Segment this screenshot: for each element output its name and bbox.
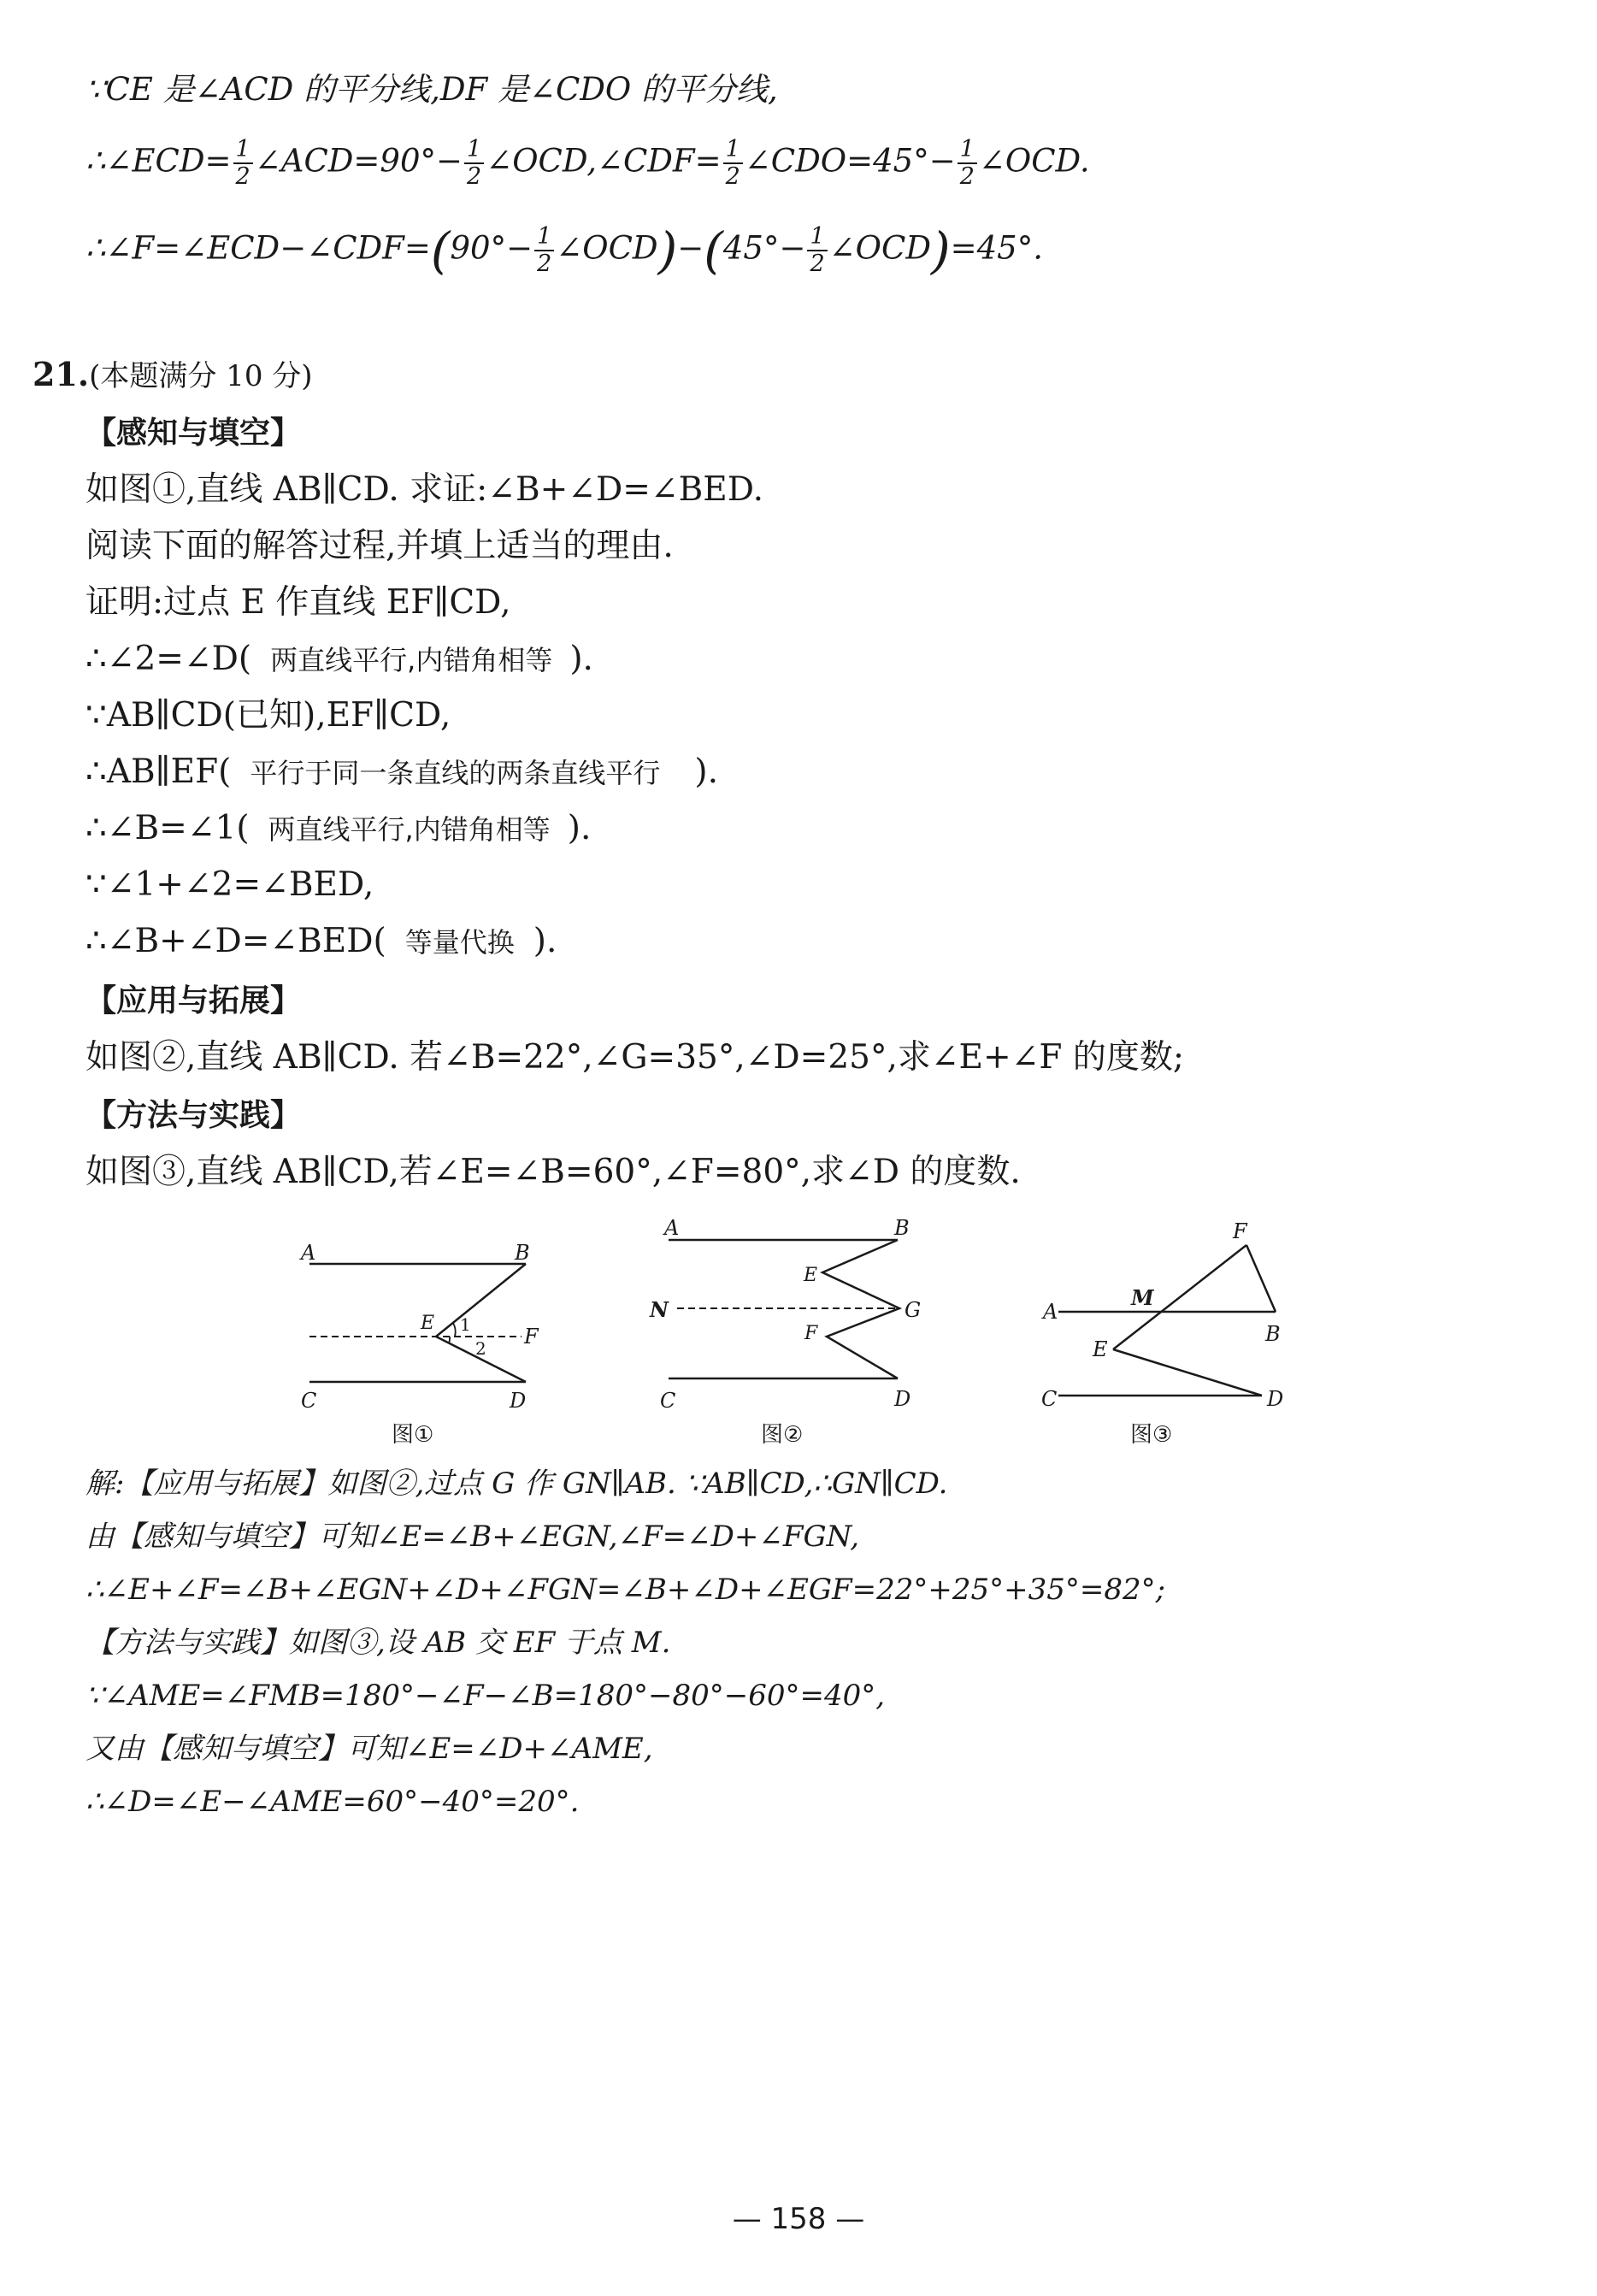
solution-line-6: 又由【感知与填空】可知∠E=∠D+∠AME, [85,1732,653,1766]
s1-line-2: 阅读下面的解答过程,并填上适当的理由. [85,527,674,565]
fraction-half: $\frac{1}{2}$ [723,137,743,190]
label-angle-2: 2 [475,1338,486,1359]
prev-l2-c: ∠OCD,∠CDF= [486,142,722,180]
prev-line-1: ∵CE 是∠ACD 的平分线,DF 是∠CDO 的平分线, [85,71,778,108]
label-e: E [1093,1337,1108,1361]
solution-line-1: 解:【应用与拓展】如图②,过点 G 作 GN∥AB. ∵AB∥CD,∴GN∥CD. [85,1467,948,1501]
prev-l3-b: 90°− [450,229,533,267]
s1-line-3: 证明:过点 E 作直线 EF∥CD, [85,583,511,622]
prev-l2-b: ∠ACD=90°− [254,142,463,180]
s1-l9-a: ∴∠B+∠D=∠BED( [85,922,386,960]
s1-l7-a: ∴∠B=∠1( [85,809,250,847]
s1-line-8: ∵∠1+∠2=∠BED, [85,865,374,904]
prev-line-2 [85,137,1090,190]
question-number: 21. [32,355,90,393]
fill-answer-1: 两直线平行,内错角相等 [270,644,553,676]
segment-ed [1113,1349,1262,1396]
fraction-half: $\frac{1}{2}$ [807,224,827,277]
fill-answer-3: 两直线平行,内错角相等 [268,813,551,846]
fill-answer-4: 等量代换 [404,926,515,959]
s1-l4-b: ). [569,640,593,678]
label-c: C [660,1389,676,1413]
s1-line-5: ∵AB∥CD(已知),EF∥CD, [85,696,451,735]
label-d: D [894,1387,911,1411]
fraction-half: $\frac{1}{2}$ [958,137,977,190]
prev-l3-d: − [677,229,704,267]
figure-3 [1041,1219,1283,1448]
s3-line-1: 如图③,直线 AB∥CD,若∠E=∠B=60°,∠F=80°,求∠D 的度数. [85,1153,1021,1191]
prev-line-3: ∴∠F=∠ECD−∠CDF=(90°− $\frac{1}{2}$ ∠OCD)−(45°− $\frac{1}{2}$ ∠OCD)=45°. [85,221,1043,280]
prev-l3-c: ∠OCD [556,229,658,267]
label-b: B [894,1216,910,1240]
label-g: G [905,1298,922,1322]
fraction-half: $\frac{1}{2}$ [233,137,253,190]
section-method-practice: 【方法与实践】 [85,1098,302,1133]
solution-line-5: ∵∠AME=∠FMB=180°−∠F−∠B=180°−80°−60°=40°, [85,1679,886,1713]
solution-line-4: 【方法与实践】如图③,设 AB 交 EF 于点 M. [85,1626,671,1660]
prev-l2-e: ∠OCD. [978,142,1090,180]
section-perceive-fill: 【感知与填空】 [85,416,302,451]
geometry-figures [282,1204,1308,1461]
label-c: C [1041,1387,1058,1411]
label-f: F [804,1323,818,1344]
solution-line-3: ∴∠E+∠F=∠B+∠EGN+∠D+∠FGN=∠B+∠D+∠EGF=22°+25°+35°=82°; [85,1573,1166,1607]
segment-fb [1246,1245,1276,1312]
figure-2 [649,1216,921,1448]
label-n: N [650,1297,669,1322]
page-number: — 158 — [732,2202,865,2236]
figure-1 [299,1241,539,1448]
fill-answer-2: 平行于同一条直线的两条直线平行 [250,757,661,789]
s2-line-1: 如图②,直线 AB∥CD. 若∠B=22°,∠G=35°,∠D=25°,求∠E+∠F 的度数; [85,1038,1184,1077]
label-d: D [510,1389,527,1413]
fraction-half: $\frac{1}{2}$ [534,224,554,277]
label-e: E [421,1313,435,1334]
s1-l6-a: ∴AB∥EF( [85,753,232,791]
label-b: B [515,1241,530,1265]
s1-line-9 [85,922,557,962]
s1-line-6 [85,753,718,793]
s1-line-7 [85,809,591,849]
angle-2-arc [449,1337,450,1343]
s1-l6-b: ). [694,753,719,791]
prev-l3-e: 45°− [722,229,806,267]
label-d: D [1267,1387,1284,1411]
prev-l2-a: ∴∠ECD= [85,142,232,180]
label-e: E [804,1265,818,1286]
s1-l9-b: ). [533,922,557,960]
fraction-half: $\frac{1}{2}$ [464,137,484,190]
s1-l4-a: ∴∠2=∠D( [85,640,252,678]
s1-line-1: 如图①,直线 AB∥CD. 求证:∠B+∠D=∠BED. [85,470,764,509]
prev-l3-a: ∴∠F=∠ECD−∠CDF= [85,229,431,267]
solution-line-7: ∴∠D=∠E−∠AME=60°−40°=20°. [85,1785,580,1819]
caption-figure-2: 图② [761,1422,804,1448]
label-a: A [1043,1300,1058,1324]
label-angle-1: 1 [460,1314,471,1335]
label-m: M [1131,1285,1154,1310]
caption-figure-1: 图① [392,1422,434,1448]
section-apply-extend: 【应用与拓展】 [85,983,302,1018]
prev-l3-g: =45°. [950,229,1043,267]
question-score: (本题满分 10 分) [89,359,313,393]
prev-l3-f: ∠OCD [828,229,931,267]
label-a: A [664,1216,680,1240]
label-f: F [1233,1219,1247,1243]
caption-figure-3: 图③ [1130,1422,1173,1448]
segment-be [436,1264,526,1337]
s1-l7-b: ). [567,809,592,847]
prev-l2-d: ∠CDO=45°− [744,142,956,180]
label-c: C [301,1389,317,1413]
label-f: F [524,1325,539,1349]
solution-line-2: 由【感知与填空】可知∠E=∠B+∠EGN,∠F=∠D+∠FGN, [85,1520,860,1554]
angle-1-arc [453,1323,456,1337]
s1-line-4 [85,640,593,680]
label-b: B [1265,1322,1281,1346]
question-21-header [32,355,313,396]
label-a: A [301,1241,316,1265]
